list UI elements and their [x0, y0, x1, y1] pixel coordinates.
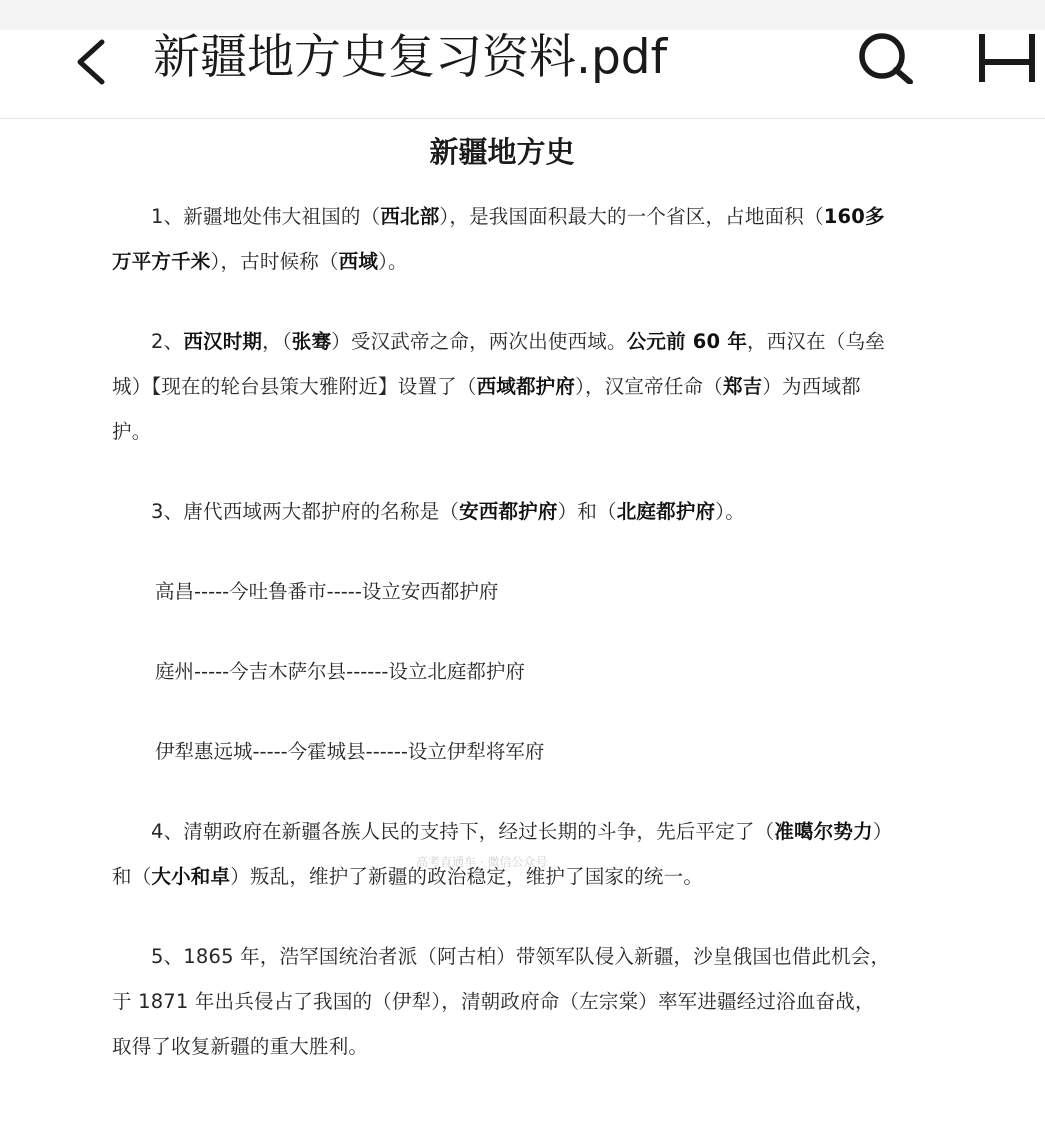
paragraph-5: 5、1865 年，浩罕国统治者派（阿古柏）带领军队侵入新疆，沙皇俄国也借此机会，于 1871 年出兵侵占了我国的（伊犁），清朝政府命（左宗棠）率军进疆经过浴血奋战，取得了收复新疆的重大胜利。 — [112, 945, 891, 1058]
search-icon — [852, 32, 916, 84]
bold-answer: 准噶尔势力 — [774, 820, 873, 843]
text-run: ）和（ — [557, 500, 617, 523]
text-run: ）。 — [715, 500, 745, 523]
bold-answer: 西汉时期 — [183, 330, 263, 353]
search-button[interactable] — [852, 32, 916, 84]
text-run: ），古时候称（ — [210, 250, 339, 273]
paragraph-1 — [112, 194, 892, 284]
paragraph-4 — [112, 809, 892, 899]
bold-answer: 西域都护府 — [476, 375, 576, 398]
bold-answer: 西北部 — [380, 205, 440, 228]
text-run: ，西汉在（乌垒城）【现在的轮台县策大雅附近】设置了（ — [112, 330, 885, 398]
list-item: 庭州-----今吉木萨尔县------设立北庭都护府 — [155, 660, 525, 683]
text-run: 1、新疆地处伟大祖国的（ — [151, 205, 381, 228]
bold-answer: 张骞 — [291, 330, 332, 353]
bold-answer: 160多万平方千米 — [112, 205, 885, 273]
status-strip — [0, 0, 1045, 31]
pdf-page — [112, 122, 892, 1069]
app-header — [0, 30, 1045, 119]
text-run: ）和（ — [112, 820, 883, 888]
back-button[interactable] — [66, 36, 118, 88]
text-run: ，（ — [262, 330, 292, 353]
text-run: ）受汉武帝之命，两次出使西域。 — [331, 330, 627, 353]
list-item: 高昌-----今吐鲁番市-----设立安西都护府 — [155, 580, 499, 603]
bold-answer: 北庭都护府 — [616, 500, 716, 523]
document-heading: 新疆地方史 — [429, 135, 575, 169]
document-title: 新疆地方史复习资料.pdf — [153, 30, 668, 85]
bold-answer: 安西都护府 — [459, 500, 558, 523]
text-run: 4、清朝政府在新疆各族人民的支持下，经过长期的斗争，先后平定了（ — [151, 820, 775, 843]
list-item: 伊犁惠远城-----今霍城县------设立伊犁将军府 — [155, 740, 545, 763]
paragraph-3 — [112, 489, 892, 534]
text-run: ），是我国面积最大的一个省区，占地面积（ — [439, 205, 824, 228]
bold-answer: 公元前 60 年 — [626, 330, 748, 353]
watermark: 高考直通车 · 微信公众号 — [416, 855, 548, 869]
menu-icon — [972, 32, 1045, 84]
bold-answer: 大小和卓 — [151, 865, 231, 888]
menu-button[interactable] — [972, 32, 1045, 84]
bold-answer: 郑吉 — [722, 375, 763, 398]
chevron-left-icon — [66, 36, 118, 88]
text-run: ）叛乱，维护了新疆的政治稳定，维护了国家的统一。 — [230, 865, 704, 888]
text-run: 3、唐代西域两大都护府的名称是（ — [151, 500, 460, 523]
text-run: ），汉宣帝任命（ — [575, 375, 723, 398]
text-run: ）为西域都护。 — [112, 375, 861, 443]
text-run: 2、 — [151, 330, 184, 353]
paragraph-2 — [112, 319, 892, 454]
bold-answer: 西域 — [338, 250, 379, 273]
text-run: ）。 — [378, 250, 408, 273]
